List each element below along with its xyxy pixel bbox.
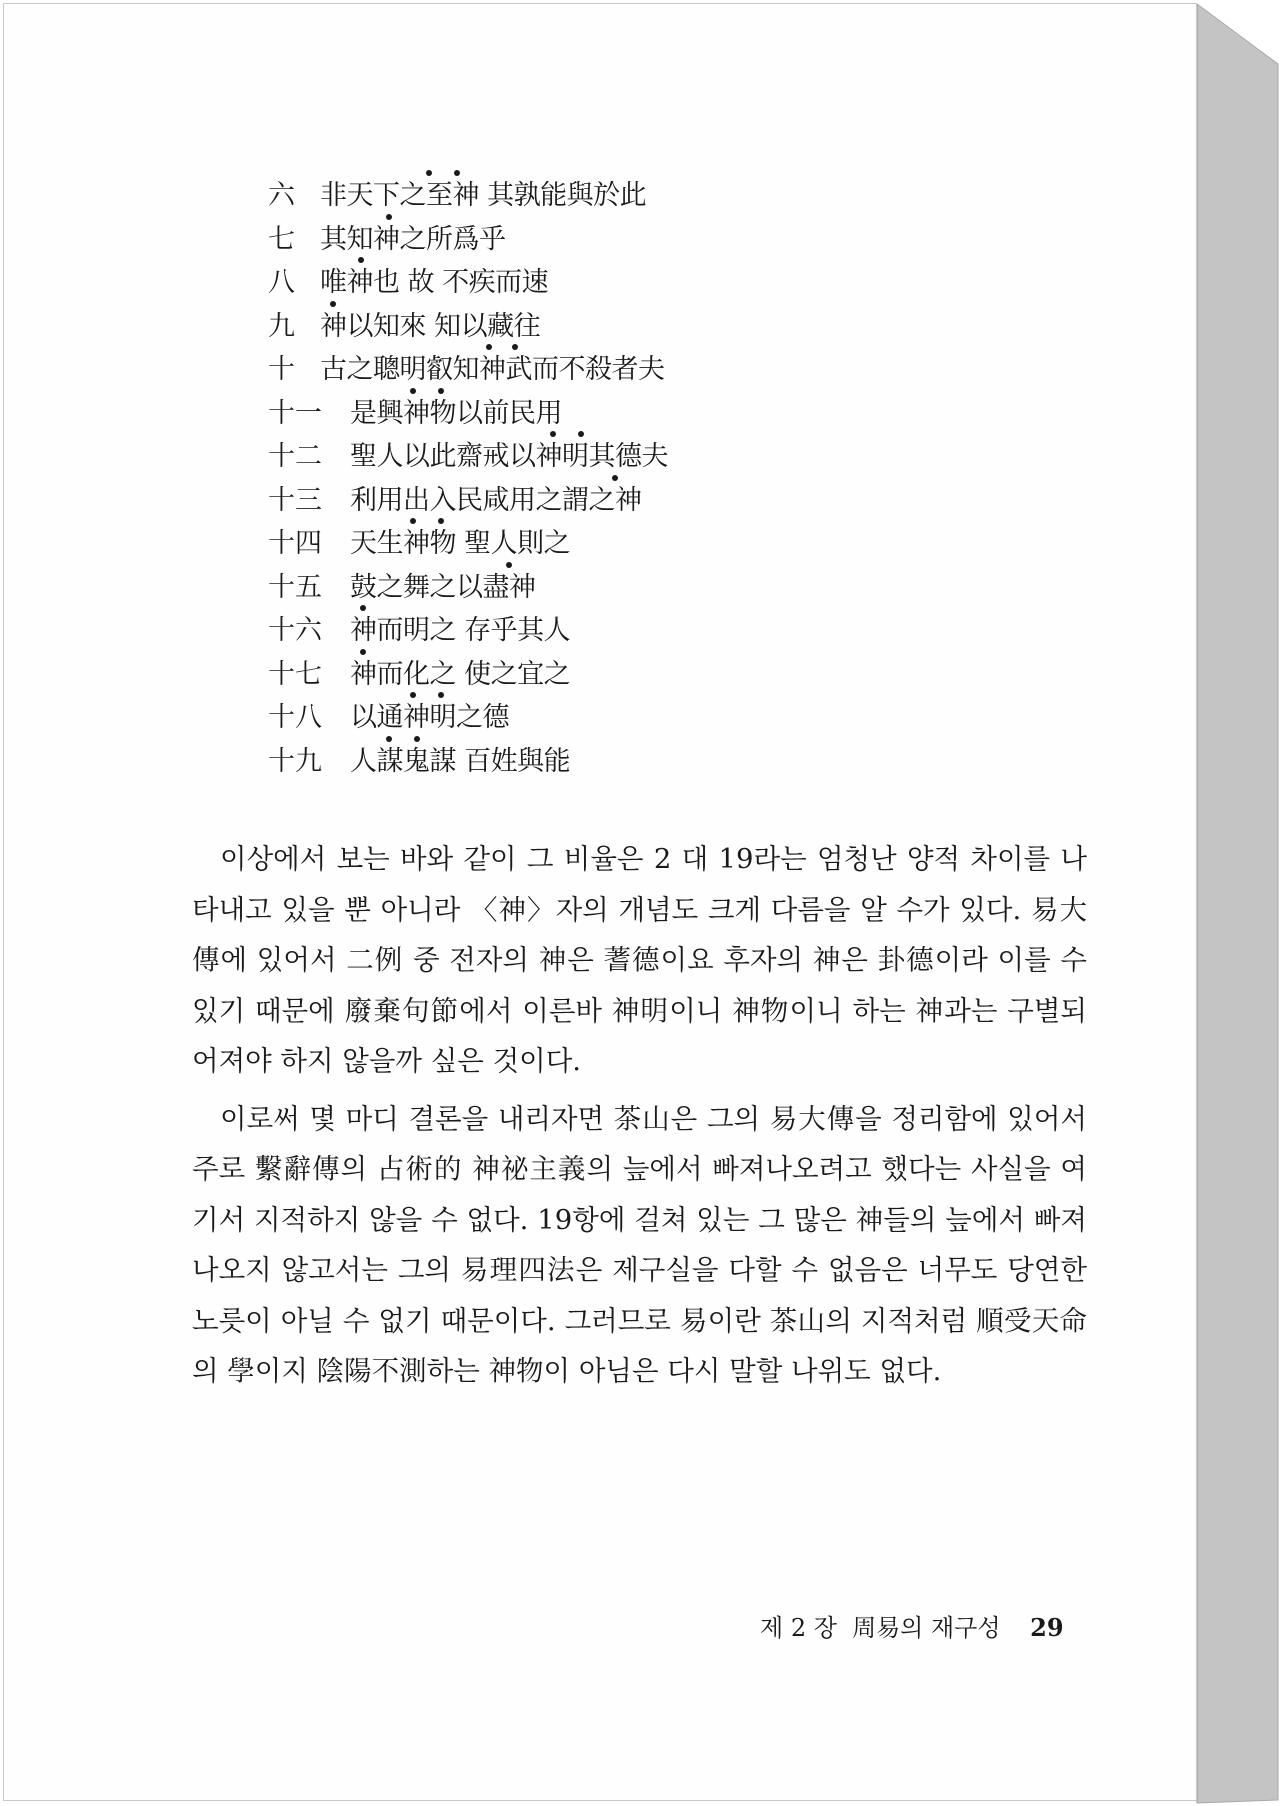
verse-row (268, 435, 668, 479)
verse-row (268, 566, 668, 610)
verse-number: 七 (268, 223, 295, 255)
verse-number: 十九 (268, 745, 322, 777)
emphasis-dot (386, 736, 392, 742)
verse-number: 十四 (268, 528, 322, 559)
verse-row (268, 522, 668, 566)
body-text (192, 834, 1087, 1404)
emphasis-dot (438, 388, 444, 394)
verse-number: 八 (268, 267, 295, 298)
verse-text: 非天下之至神 其孰能與於此 (320, 180, 647, 211)
emphasis-dot (550, 431, 556, 437)
verse-number: 十八 (268, 702, 322, 733)
verse-text: 古之聰明叡知神武而不殺者夫 (320, 354, 665, 385)
verse-text: 利用出入民咸用之謂之神 (350, 484, 642, 516)
emphasis-dot (512, 344, 518, 350)
emphasis-dot (358, 257, 364, 263)
verse-text: 天生神物 聖人則之 (350, 528, 571, 559)
verse-row (268, 348, 668, 392)
emphasis-dot (454, 170, 460, 176)
emphasis-dot (330, 301, 336, 307)
verse-number: 十二 (268, 441, 322, 472)
page-number: 29 (1030, 1613, 1064, 1642)
chapter-title: 제 2 장 周易의 재구성 (760, 1614, 1001, 1642)
verse-row (268, 392, 668, 436)
verse-row (268, 218, 668, 262)
verse-row (268, 305, 668, 349)
verse-text: 以通神明之德 (350, 702, 509, 733)
emphasis-dot (438, 518, 444, 524)
verse-number: 十七 (268, 658, 322, 690)
verse-text: 神而明之 存乎其人 (350, 615, 571, 646)
emphasis-dot (360, 605, 366, 611)
emphasis-dot (386, 214, 392, 220)
emphasis-dot (410, 692, 416, 698)
verse-number: 十三 (268, 484, 322, 516)
verse-row (268, 479, 668, 523)
page-footer (760, 1608, 1064, 1643)
emphasis-dot (506, 562, 512, 568)
paragraph: 이로써 몇 마디 결론을 내리자면 茶山은 그의 易大傳을 정리함에 있어서 주로 繫辭傳의 占術的 神祕主義의 늪에서 빠져나오려고 했다는 사실을 여기서 지적하지 않을 수 없다. 19항에 걸쳐 있는 그 많은 神들의 늪에서 빠져나오지 않고서는 그의 易理四法은 제구실을 다할 수 없음은 너무도 당연한 노릇이 아닐 수 없기 때문이다. 그러므로 易이란 茶山의 지적처럼 順受天命의 學이지 陰陽不測하는 神物이 아님은 다시 말할 나위도 없다. (192, 1102, 1087, 1387)
verse-row (268, 261, 668, 305)
verse-row (268, 740, 668, 784)
emphasis-dot (360, 649, 366, 655)
verse-number: 九 (268, 310, 295, 342)
emphasis-dot (612, 475, 618, 481)
emphasis-dot (410, 518, 416, 524)
verse-list (268, 174, 668, 783)
verse-row (268, 696, 668, 740)
verse-number: 十六 (268, 615, 322, 646)
emphasis-dot (438, 692, 444, 698)
emphasis-dot (414, 736, 420, 742)
emphasis-dot (426, 170, 432, 176)
verse-text: 神而化之 使之宜之 (350, 658, 571, 690)
verse-row (268, 653, 668, 697)
verse-number: 十 (268, 354, 295, 385)
verse-text: 唯神也 故 不疾而速 (320, 267, 549, 298)
emphasis-dot (410, 388, 416, 394)
verse-text: 其知神之所爲乎 (320, 223, 506, 255)
verse-number: 六 (268, 180, 295, 211)
emphasis-dot (486, 344, 492, 350)
paragraph: 이상에서 보는 바와 같이 그 비율은 2 대 19라는 엄청난 양적 차이를 나타내고 있을 뿐 아니라 〈神〉자의 개념도 크게 다름을 알 수가 있다. 易大傳에 있어서 二例 중 전자의 神은 蓍德이요 후자의 神은 卦德이라 이를 수 있기 때문에 廢棄句節에서 이른바 神明이니 神物이니 하는 神과는 구별되어져야 하지 않을까 싶은 것이다. (192, 843, 1087, 1077)
verse-number: 十一 (268, 397, 322, 429)
verse-text: 鼓之舞之以盡神 (350, 571, 536, 603)
verse-text: 神以知來 知以藏往 (320, 310, 541, 342)
emphasis-dot (578, 431, 584, 437)
verse-text: 是興神物以前民用 (350, 397, 562, 429)
verse-row (268, 609, 668, 653)
verse-text: 人謀鬼謀 百姓與能 (350, 745, 571, 777)
verse-text: 聖人以此齋戒以神明其德夫 (350, 441, 668, 472)
verse-number: 十五 (268, 571, 322, 603)
verse-row (268, 174, 668, 218)
